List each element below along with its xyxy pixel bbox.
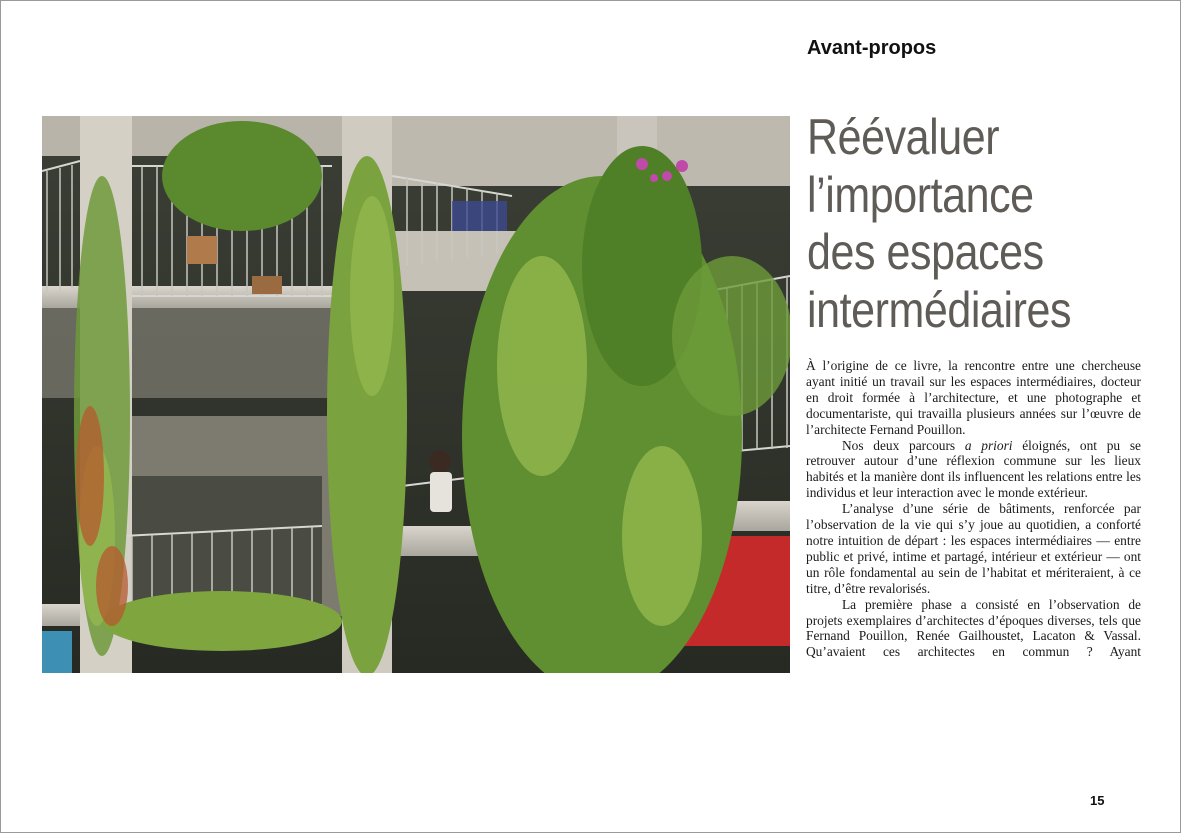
paragraph-3: L’analyse d’une série de bâtiments, renforcée par l’observation de la vie qui s’y joue au quotidien, a conforté notre intuition de départ : les espaces intermédiaires — entre public et privé, intime et partagé, intérieur et extérieur — ont un rôle fondamental au sein de l’habitat et mériteraient, à ce titre, d’être revalorisés. (806, 501, 1141, 596)
headline-line: intermédiaires (807, 281, 1072, 338)
paragraph-2-start: Nos deux parcours (842, 437, 965, 453)
body-text (806, 358, 1141, 660)
headline (807, 109, 1091, 339)
paragraph-2-end: éloignés, ont pu se retrouver autour d’une réflexion commune sur les lieux habités et la manière dont ils influencent les relations entre les individus et leur interaction avec le monde extérieur. (806, 437, 1141, 501)
building-photo (42, 116, 790, 673)
section-label: Avant-propos (807, 37, 937, 59)
paragraph-1: À l’origine de ce livre, la rencontre entre une chercheuse ayant initié un travail sur les espaces intermédiaires, docteur en droit formée à l’architecture, et une photographe et documentariste, qui travailla plusieurs années sur l’œuvre de l’architecte Fernand Pouillon. (806, 358, 1141, 437)
emphasis-a-priori: a priori (964, 437, 1013, 453)
paragraph-4: La première phase a consisté en l’observation de projets exemplaires d’architectes d’époques diverses, tels que Fernand Pouillon, Renée Gailhoustet, Lacaton & Vassal. Qu’avaient ces architectes en commun ? Ayant (806, 596, 1141, 660)
building-photo-illustration (42, 116, 790, 673)
paragraph-2 (806, 438, 1141, 502)
headline-line: des espaces (807, 224, 1044, 280)
headline-line: Réévaluer (807, 109, 1000, 165)
headline-line: l’importance (807, 166, 1034, 223)
page-number: 15 (1090, 793, 1105, 808)
